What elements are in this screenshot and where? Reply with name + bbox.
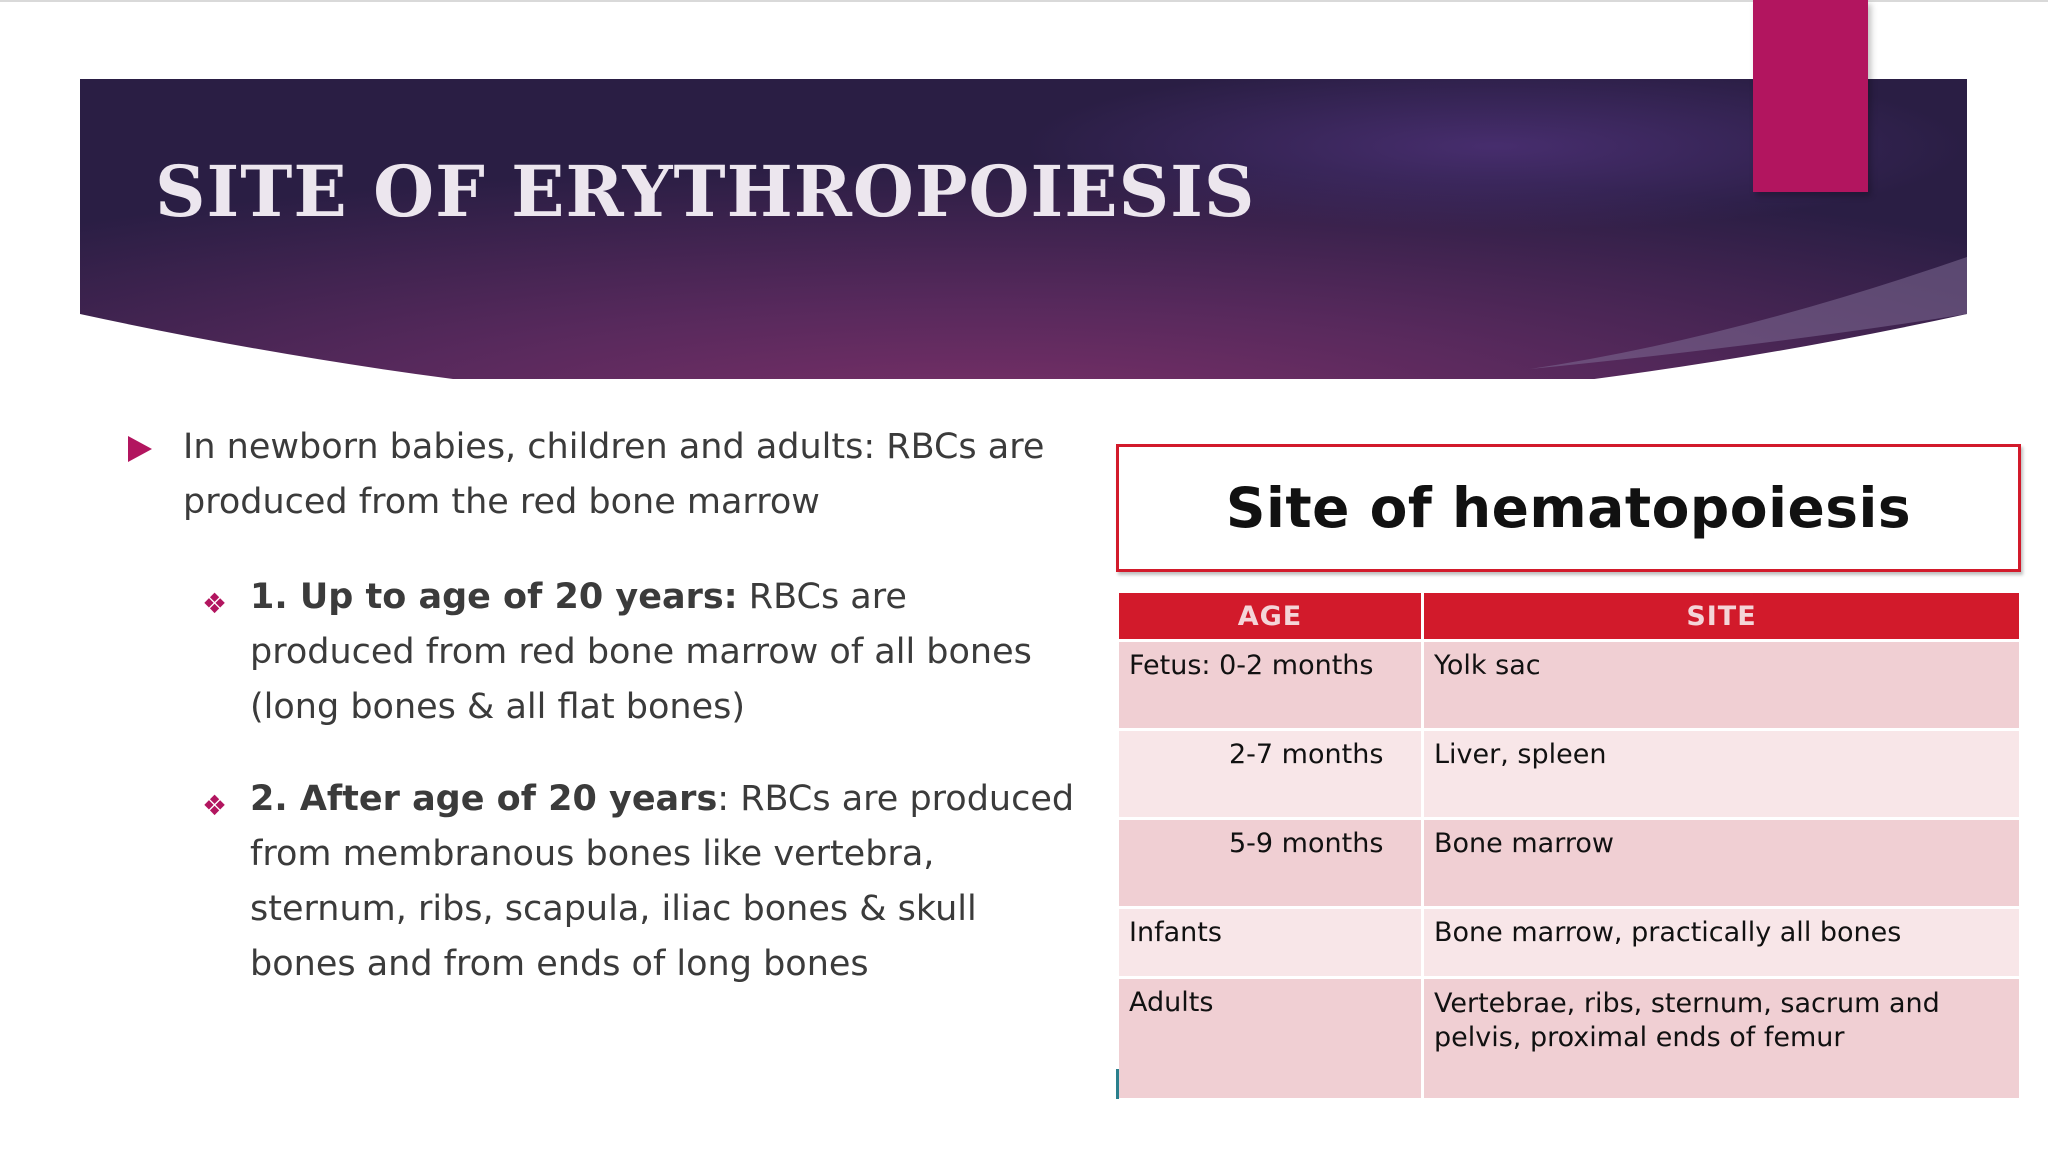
figure-title-box: [1116, 444, 2021, 572]
main-bullet: [120, 420, 1080, 530]
age-cell: Infants: [1119, 908, 1423, 978]
table-row: [1119, 819, 2019, 908]
figure-title: Site of hematopoiesis: [1225, 476, 1912, 540]
sub-bullet-bold: 2. After age of 20 years: [250, 779, 718, 819]
accent-tab: [1753, 0, 1868, 192]
slide-title: SITE OF ERYTHROPOIESIS: [155, 150, 1256, 233]
age-cell: Fetus: 0-2 months: [1119, 641, 1423, 730]
sub-bullet-list: [120, 570, 1080, 992]
table-row: [1119, 641, 2019, 730]
header-age: AGE: [1119, 593, 1423, 641]
table-header-row: [1119, 593, 2019, 641]
site-cell: Bone marrow: [1423, 819, 2020, 908]
sub-bullet: [120, 772, 1080, 992]
table-row: [1119, 730, 2019, 819]
sub-bullet-text: RBCs are produced from red bone marrow of all bones (long bones & all flat bones): [250, 577, 1032, 727]
site-cell: Yolk sac: [1423, 641, 2020, 730]
top-border-line: [0, 0, 2048, 2]
age-cell: Adults: [1119, 978, 1423, 1098]
age-cell: 2-7 months: [1119, 730, 1423, 819]
site-cell: Liver, spleen: [1423, 730, 2020, 819]
table-row: [1119, 978, 2019, 1098]
site-cell: Vertebrae, ribs, sternum, sacrum and pelvis, proximal ends of femur: [1423, 978, 2020, 1098]
age-cell: 5-9 months: [1119, 819, 1423, 908]
header-site: SITE: [1423, 593, 2020, 641]
diamond-bullet-icon: ❖: [202, 789, 228, 822]
edge-mark: [1116, 1069, 1119, 1099]
sub-bullet: [120, 570, 1080, 735]
table-row: [1119, 908, 2019, 978]
hematopoiesis-figure: [1116, 444, 2021, 1104]
sub-bullet-text: : RBCs are produced from membranous bones like vertebra, sternum, ribs, scapula, iliac bones & skull bones and from ends of long bones: [250, 779, 1075, 984]
hematopoiesis-table: [1119, 593, 2019, 1098]
diamond-bullet-icon: ❖: [202, 587, 228, 620]
sub-bullet-bold: 1. Up to age of 20 years:: [250, 577, 738, 617]
site-cell: Bone marrow, practically all bones: [1423, 908, 2020, 978]
main-bullet-text: In newborn babies, children and adults: RBCs are produced from the red bone marrow: [183, 427, 1045, 522]
triangle-bullet-icon: [128, 436, 152, 462]
content-area: [120, 420, 1080, 1029]
